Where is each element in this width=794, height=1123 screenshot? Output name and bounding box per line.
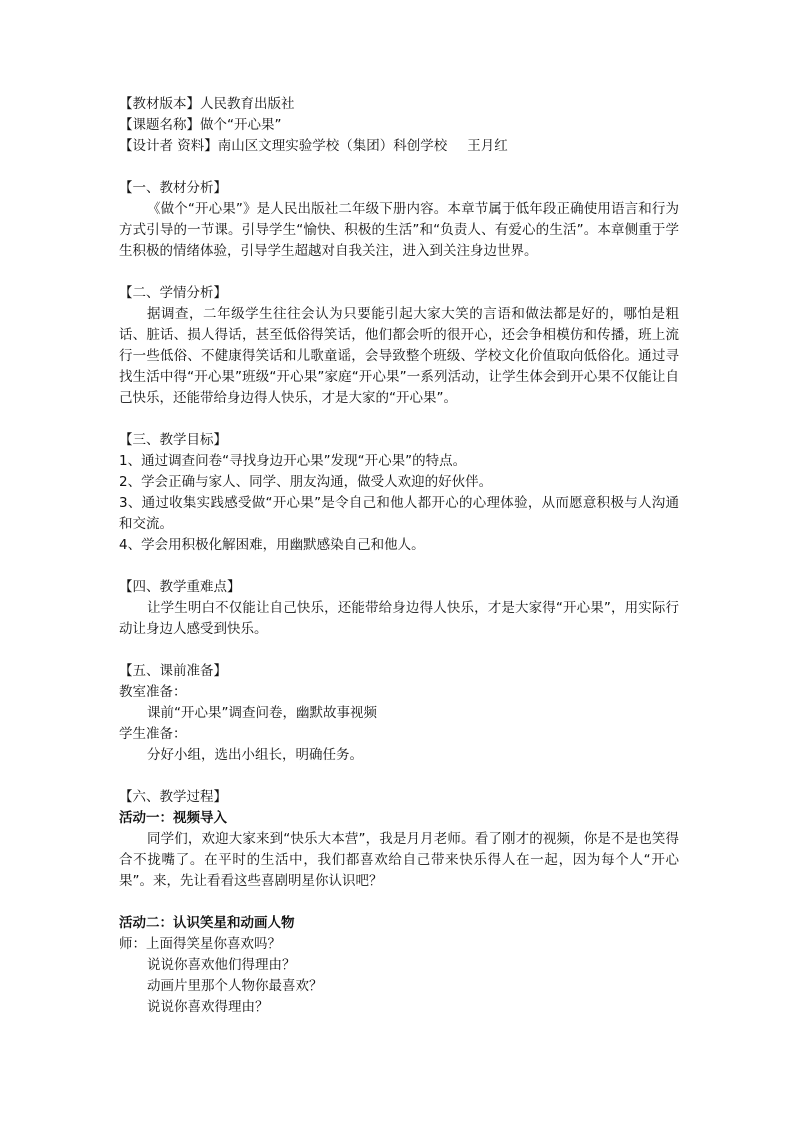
activity-two-title: 活动二：认识笑星和动画人物 (119, 915, 295, 931)
section-heading-teaching-goals: 【三、教学目标】 (119, 432, 227, 448)
designer-name: 王月红 (467, 138, 508, 154)
lesson-title-line: 【课题名称】做个“开心果” (119, 117, 282, 133)
designer-line (119, 136, 679, 157)
activity-two-line: 说说你喜欢得理由？ (147, 999, 269, 1015)
section-heading-preparation: 【五、课前准备】 (119, 663, 227, 679)
student-prep-item: 分好小组，选出小组长，明确任务。 (147, 747, 363, 763)
student-prep-label: 学生准备： (119, 726, 187, 742)
teaching-goal-item: 1、通过调查问卷“寻找身边开心果”发现“开心果”的特点。 (119, 453, 467, 469)
designer-info: 【设计者 资料】南山区文理实验学校（集团）科创学校 (119, 138, 448, 154)
activity-one-title: 活动一：视频导入 (119, 810, 227, 826)
key-points-paragraph: 让学生明白不仅能让自己快乐，还能带给身边得人快乐，才是大家得“开心果”，用实际行动让身边人感受到快乐。 (119, 600, 679, 637)
textbook-analysis-paragraph: 《做个“开心果”》是人民出版社二年级下册内容。本章节属于低年段正确使用语言和行为方式引导的一节课。引导学生“愉快、积极的生活”和“负责人、有爱心的生活”。本章侧重于学生积极的情绪体验，引导学生超越对自我关注，进入到关注身边世界。 (119, 201, 679, 259)
activity-two-line: 动画片里那个人物你最喜欢？ (147, 978, 323, 994)
student-analysis-paragraph: 据调查，二年级学生往往会认为只要能引起大家大笑的言语和做法都是好的，哪怕是粗话、脏话、损人得话，甚至低俗得笑话，他们都会听的很开心，还会争相模仿和传播，班上流行一些低俗、不健康得笑话和儿歌童谣，会导致整个班级、学校文化价值取向低俗化。通过寻找生活中得“开心果”班级“开心果”家庭“开心果”一系列活动，让学生体会到开心果不仅能让自己快乐，还能带给身边得人快乐，才是大家的“开心果”。 (119, 306, 679, 406)
teaching-goal-item: 4、学会用积极化解困难，用幽默感染自己和他人。 (119, 537, 425, 553)
teaching-goal-item: 2、学会正确与家人、同学、朋友沟通，做受人欢迎的好伙伴。 (119, 474, 493, 490)
section-heading-teaching-process: 【六、教学过程】 (119, 789, 227, 805)
section-heading-textbook-analysis: 【一、教材分析】 (119, 180, 227, 196)
activity-two-line: 师：上面得笑星你喜欢吗？ (119, 936, 281, 952)
teacher-prep-label: 教室准备： (119, 684, 187, 700)
edition-line: 【教材版本】人民教育出版社 (119, 96, 295, 112)
teaching-goal-item: 3、通过收集实践感受做“开心果”是令自己和他人都开心的心理体验，从而愿意积极与人沟通和交流。 (119, 495, 679, 532)
document-page (119, 94, 679, 1018)
activity-two-line: 说说你喜欢他们得理由？ (147, 957, 296, 973)
teacher-prep-item: 课前“开心果”调查问卷，幽默故事视频 (147, 705, 377, 721)
section-heading-student-analysis: 【二、学情分析】 (119, 285, 227, 301)
section-heading-key-points: 【四、教学重难点】 (119, 579, 241, 595)
activity-one-paragraph: 同学们，欢迎大家来到“快乐大本营”，我是月月老师。看了刚才的视频，你是不是也笑得合不拢嘴了。在平时的生活中，我们都喜欢给自己带来快乐得人在一起，因为每个人“开心果”。来，先让看看这些喜剧明星你认识吧？ (119, 831, 679, 889)
